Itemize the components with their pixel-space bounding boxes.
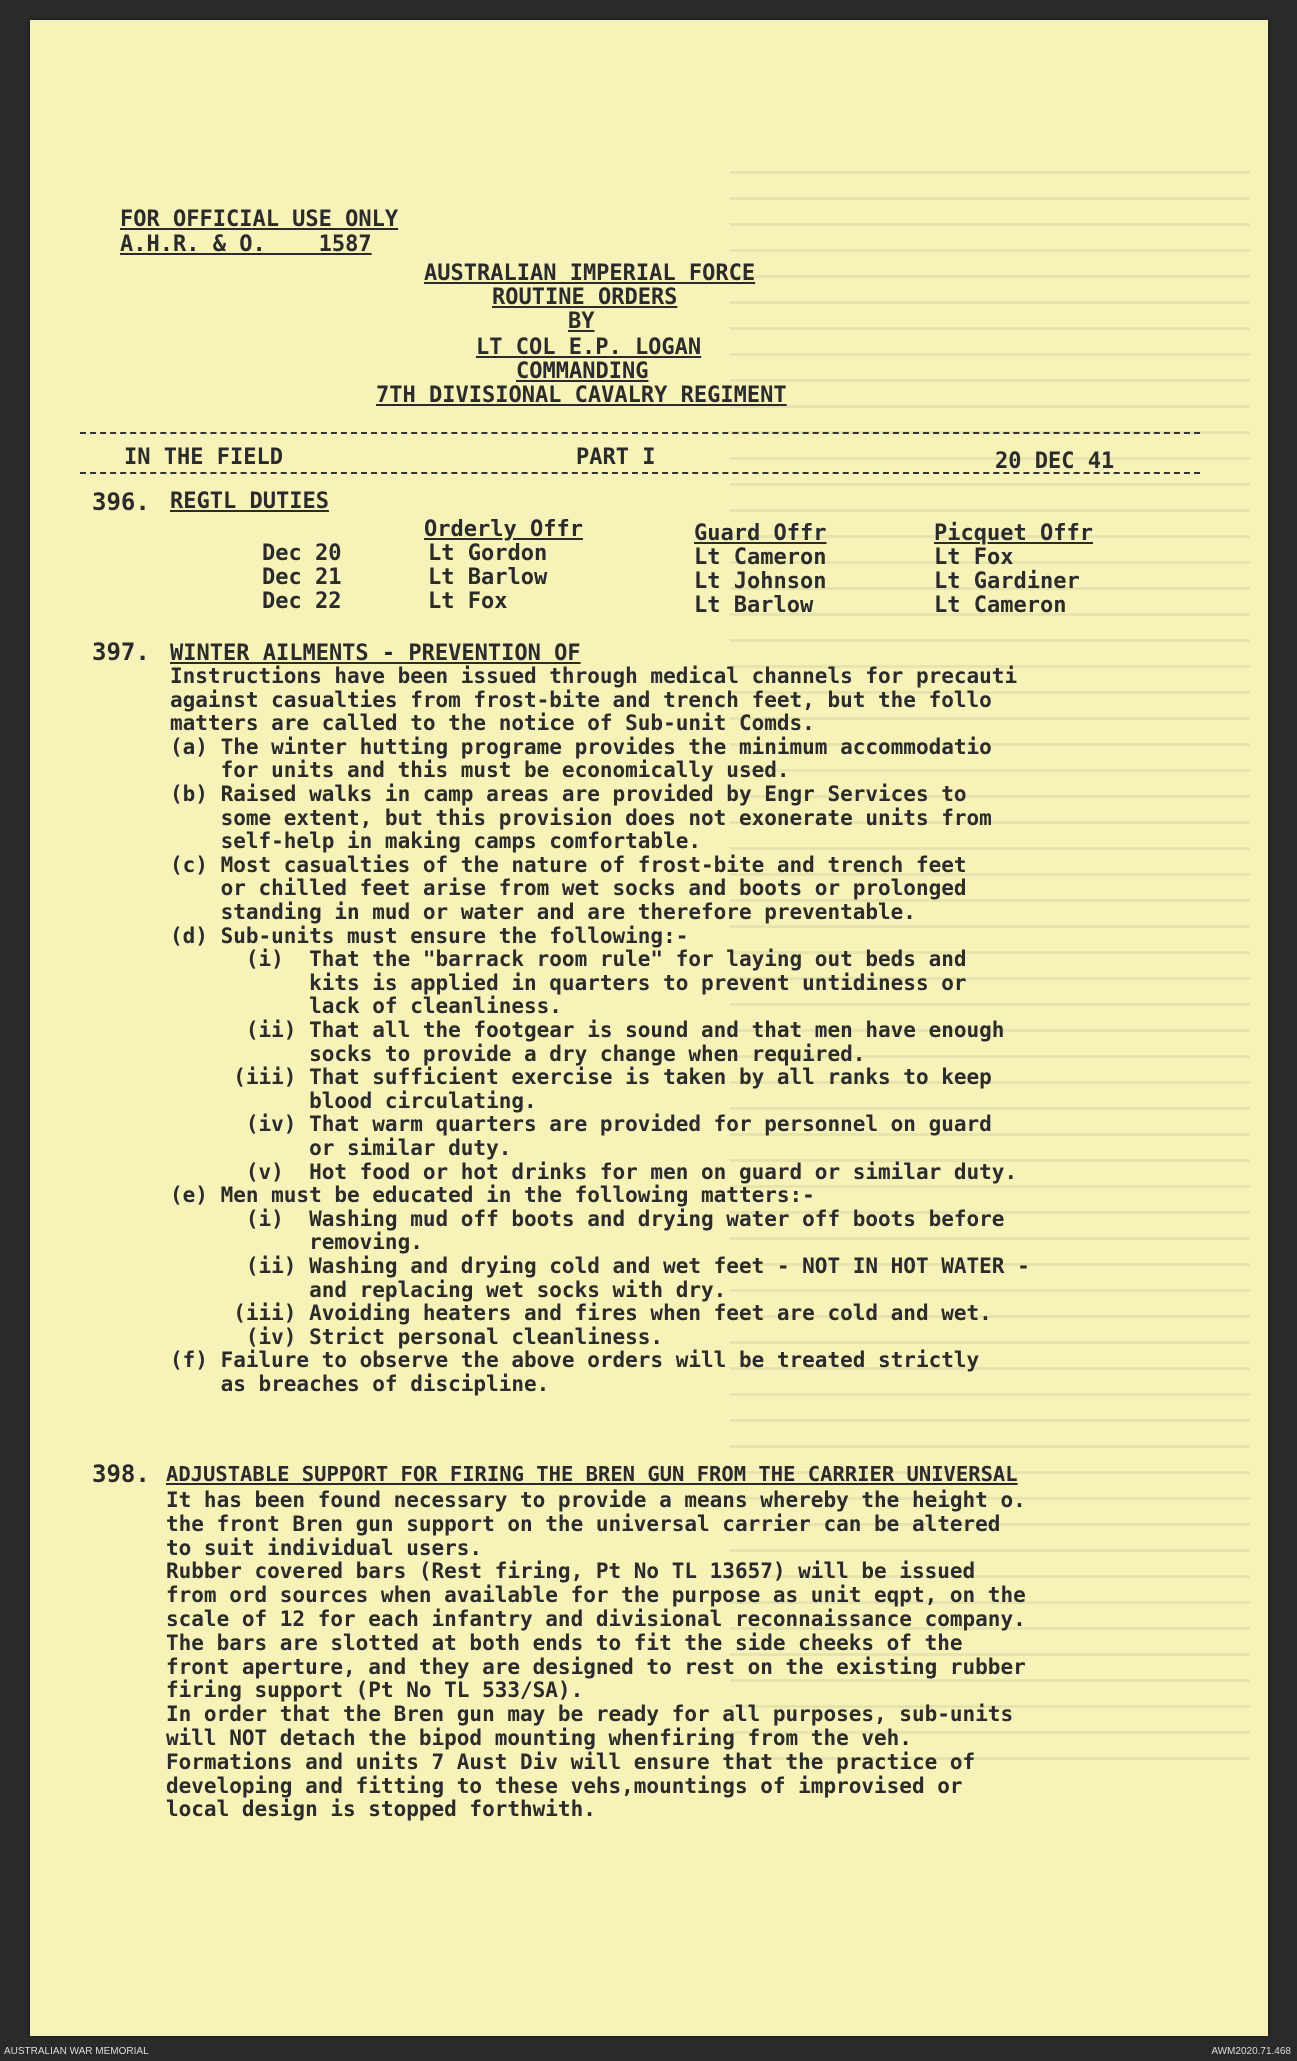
order-397-title: WINTER AILMENTS - PREVENTION OF <box>170 641 581 666</box>
body-line: matters are called to the notice of Sub-unit Comds. <box>170 711 815 736</box>
body-line: some extent, but this provision does not exonerate units from <box>170 805 992 830</box>
footer-institution: AUSTRALIAN WAR MEMORIAL <box>4 2046 149 2057</box>
body-line: socks to provide a dry change when required. <box>170 1041 866 1066</box>
body-line: against casualties from frost-bite and trench feet, but the follo <box>170 687 992 712</box>
body-line: and replacing wet socks with dry. <box>170 1277 727 1302</box>
body-line: kits is applied in quarters to prevent untidiness or <box>170 970 967 995</box>
duty-day: Dec 20 <box>262 541 342 566</box>
guard-officer: Lt Barlow <box>694 593 814 618</box>
duty-day: Dec 21 <box>262 565 342 590</box>
body-line: (i) That the "barrack room rule" for laying out beds and <box>170 947 967 972</box>
column-header: Guard Offr <box>694 521 827 546</box>
official-use-label: FOR OFFICIAL USE ONLY <box>120 207 399 232</box>
orderly-officer: Lt Fox <box>428 589 508 614</box>
body-line: (b) Raised walks in camp areas are provided by Engr Services to <box>170 782 967 806</box>
body-line: (iv) Strict personal cleanliness. <box>170 1324 664 1349</box>
body-line: scale of 12 for each infantry and divisional reconnaissance company. <box>166 1607 1026 1631</box>
order-397-number: 397. <box>92 638 150 666</box>
body-line: will NOT detach the bipod mounting whenfiring from the veh. <box>166 1726 912 1750</box>
orders-title: ROUTINE ORDERS <box>492 285 678 310</box>
body-line: (a) The winter hutting programe provides the minimum accommodatio <box>170 734 992 759</box>
body-line: for units and this must be economically used. <box>170 758 790 783</box>
body-line: developing and fitting to these vehs,mountings of improvised or <box>166 1773 963 1798</box>
body-line: The bars are slotted at both ends to fit the side cheeks of the <box>166 1630 963 1655</box>
body-line: firing support (Pt No TL 533/SA). <box>166 1678 584 1703</box>
picquet-officer: Lt Cameron <box>934 593 1067 618</box>
body-line: In order that the Bren gun may be ready for all purposes, sub-units <box>166 1702 1014 1727</box>
body-line: Formations and units 7 Aust Div will ensure that the practice of <box>166 1749 976 1774</box>
part-label: PART I <box>576 445 656 470</box>
orderly-officer: Lt Barlow <box>428 565 548 590</box>
body-line: (i) Washing mud off boots and drying water off boots before <box>170 1206 1005 1231</box>
body-line: (ii) That all the footgear is sound and that men have enough <box>170 1018 1005 1042</box>
body-line: self-help in making camps comfortable. <box>170 829 702 854</box>
guard-officer: Lt Johnson <box>694 569 827 594</box>
body-line: standing in mud or water and are therefore preventable. <box>170 900 916 924</box>
order-396-title: REGTL DUTIES <box>170 489 329 514</box>
location-label: IN THE FIELD <box>124 445 283 470</box>
order-396-number: 396. <box>92 488 150 516</box>
by-label: BY <box>568 309 595 334</box>
footer-accession: AWM2020.71.468 <box>1211 2046 1291 2057</box>
order-398-number: 398. <box>92 1460 150 1488</box>
picquet-officer: Lt Fox <box>934 545 1014 570</box>
duty-day: Dec 22 <box>262 589 342 614</box>
body-line: (iii) Avoiding heaters and fires when feet are cold and wet. <box>170 1301 992 1326</box>
body-line: the front Bren gun support on the universal carrier can be altered <box>166 1511 1001 1536</box>
commanding-label: COMMANDING <box>516 359 649 384</box>
order-date: 20 DEC 41 <box>995 449 1115 474</box>
body-line: (c) Most casualties of the nature of frost-bite and trench feet <box>170 852 967 877</box>
body-line: or chilled feet arise from wet socks and boots or prolonged <box>170 876 967 901</box>
orderly-officer: Lt Gordon <box>428 541 548 566</box>
body-line: (ii) Washing and drying cold and wet feet - NOT IN HOT WATER - <box>170 1254 1030 1278</box>
force-title: AUSTRALIAN IMPERIAL FORCE <box>424 261 756 286</box>
body-line: (iv) That warm quarters are provided for personnel on guard <box>170 1112 992 1137</box>
body-line: lack of cleanliness. <box>170 994 562 1019</box>
commander-name: LT COL E.P. LOGAN <box>476 335 702 360</box>
reference-number: A.H.R. & O. 1587 <box>120 232 372 257</box>
body-line: as breaches of discipline. <box>170 1372 550 1396</box>
separator-top <box>80 432 1200 434</box>
body-line: (v) Hot food or hot drinks for men on guard or similar duty. <box>170 1159 1018 1184</box>
body-line: (iii) That sufficient exercise is taken by all ranks to keep <box>170 1065 992 1090</box>
body-line: removing. <box>170 1230 423 1255</box>
body-line: (e) Men must be educated in the following matters:- <box>170 1183 815 1208</box>
column-header: Orderly Offr <box>424 517 583 542</box>
body-line: or similar duty. <box>170 1136 512 1160</box>
body-line: (d) Sub-units must ensure the following:- <box>170 923 689 948</box>
separator-bottom <box>80 472 1200 474</box>
body-line: to suit individual users. <box>166 1535 483 1560</box>
body-line: (f) Failure to observe the above orders will be treated strictly <box>170 1348 980 1373</box>
body-line: blood circulating. <box>170 1088 537 1113</box>
picquet-officer: Lt Gardiner <box>934 569 1080 594</box>
column-header: Picquet Offr <box>934 521 1093 546</box>
body-line: local design is stopped forthwith. <box>166 1797 596 1822</box>
order-398-title: ADJUSTABLE SUPPORT FOR FIRING THE BREN GUN FROM THE CARRIER UNIVERSAL <box>166 1462 1018 1486</box>
unit-name: 7TH DIVISIONAL CAVALRY REGIMENT <box>376 383 787 408</box>
body-line: Instructions have been issued through medical channels for precauti <box>170 664 1018 688</box>
body-line: It has been found necessary to provide a means whereby the height o. <box>166 1488 1026 1512</box>
body-line: front aperture, and they are designed to rest on the existing rubber <box>166 1654 1026 1679</box>
body-line: Rubber covered bars (Rest firing, Pt No TL 13657) will be issued <box>166 1559 976 1584</box>
body-line: from ord sources when available for the purpose as unit eqpt, on the <box>166 1583 1026 1608</box>
guard-officer: Lt Cameron <box>694 545 827 570</box>
